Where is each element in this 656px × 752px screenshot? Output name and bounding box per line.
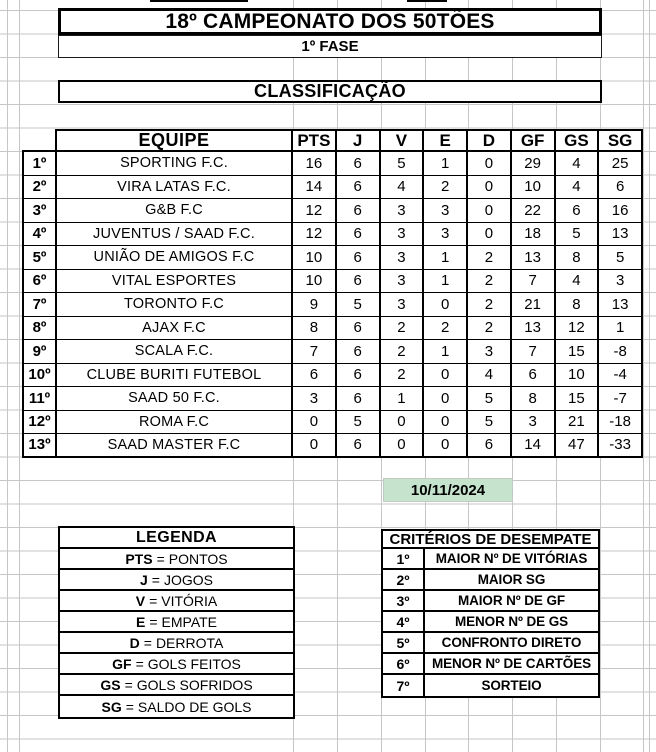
standings-header-gf[interactable]: GF <box>512 129 556 152</box>
classification-section-title: CLASSIFICAÇÃO <box>254 81 406 101</box>
standings-gs-cell[interactable]: 5 <box>556 223 600 247</box>
tiebreakers-title[interactable]: CRITÉRIOS DE DESEMPATE <box>383 531 598 549</box>
standings-position-cell[interactable]: 4º <box>22 223 57 247</box>
standings-gs-cell[interactable]: 15 <box>556 387 600 411</box>
standings-header-equipe[interactable]: EQUIPE <box>57 129 293 152</box>
standings-gs-cell[interactable]: 6 <box>556 199 600 223</box>
standings-j-cell[interactable]: 6 <box>337 434 381 458</box>
tiebreaker-rule: MAIOR SG <box>477 572 546 587</box>
tiebreaker-row[interactable] <box>383 570 598 591</box>
standings-gf-cell[interactable]: 18 <box>512 223 556 247</box>
standings-gf-cell[interactable]: 7 <box>512 270 556 294</box>
standings-v-cell[interactable]: 5 <box>381 152 425 176</box>
standings-team-cell[interactable]: G&B F.C <box>57 199 293 223</box>
legend-equals-sign: = <box>135 655 144 672</box>
standings-d-cell[interactable]: 5 <box>468 387 512 411</box>
standings-team-cell[interactable]: VITAL ESPORTES <box>57 270 293 294</box>
standings-d-cell[interactable]: 2 <box>468 317 512 341</box>
tiebreaker-row[interactable] <box>383 612 598 633</box>
legend-equals-sign: = <box>124 676 133 693</box>
gridline-vertical <box>19 0 20 752</box>
standings-v-cell[interactable]: 3 <box>381 270 425 294</box>
standings-gs-cell[interactable]: 21 <box>556 411 600 435</box>
standings-d-cell[interactable]: 2 <box>468 270 512 294</box>
standings-header-j[interactable]: J <box>337 129 381 152</box>
standings-sg-cell[interactable]: 5 <box>599 246 643 270</box>
standings-j-cell[interactable]: 6 <box>337 340 381 364</box>
phase-subtitle-cell[interactable] <box>58 35 602 58</box>
legend-equals-sign: = <box>125 698 134 715</box>
cutoff-border-fragment <box>150 0 248 2</box>
legend-abbr: J <box>140 571 148 588</box>
gridline-vertical <box>649 0 650 752</box>
legend-equals-sign: = <box>149 592 158 609</box>
standings-v-cell[interactable]: 2 <box>381 364 425 388</box>
standings-header-d[interactable]: D <box>468 129 512 152</box>
standings-position-cell[interactable]: 10º <box>22 364 57 388</box>
standings-e-cell[interactable]: 1 <box>424 246 468 270</box>
standings-pts-cell[interactable]: 9 <box>293 293 337 317</box>
standings-sg-cell[interactable]: -8 <box>599 340 643 364</box>
standings-team-cell[interactable]: VIRA LATAS F.C. <box>57 176 293 200</box>
legend-row[interactable] <box>60 675 293 696</box>
standings-position-cell[interactable]: 8º <box>22 317 57 341</box>
standings-gf-cell[interactable]: 13 <box>512 317 556 341</box>
standings-position-cell[interactable]: 2º <box>22 176 57 200</box>
standings-gs-cell[interactable]: 8 <box>556 293 600 317</box>
tiebreaker-position: 6º <box>383 654 425 673</box>
gridline-vertical <box>643 0 644 752</box>
standings-team-cell[interactable]: JUVENTUS / SAAD F.C. <box>57 223 293 247</box>
legend-meaning: GOLS SOFRIDOS <box>136 676 253 693</box>
standings-j-cell[interactable]: 6 <box>337 317 381 341</box>
standings-gf-cell[interactable]: 21 <box>512 293 556 317</box>
standings-d-cell[interactable]: 0 <box>468 223 512 247</box>
legend-meaning: PONTOS <box>168 550 228 567</box>
standings-e-cell[interactable]: 3 <box>424 223 468 247</box>
tiebreaker-position: 1º <box>383 549 425 568</box>
standings-gf-cell[interactable]: 29 <box>512 152 556 176</box>
standings-position-cell[interactable]: 12º <box>22 411 57 435</box>
legend-equals-sign: = <box>156 550 165 567</box>
legend-row[interactable] <box>60 549 293 570</box>
standings-sg-cell[interactable]: 13 <box>599 293 643 317</box>
standings-pts-cell[interactable]: 12 <box>293 199 337 223</box>
standings-pts-cell[interactable]: 10 <box>293 246 337 270</box>
tiebreaker-rule: MENOR Nº DE CARTÕES <box>431 656 592 671</box>
standings-e-cell[interactable]: 0 <box>424 387 468 411</box>
legend-abbr: E <box>135 613 146 630</box>
legend-abbr: PTS <box>125 550 153 567</box>
standings-d-cell[interactable]: 4 <box>468 364 512 388</box>
standings-d-cell[interactable]: 3 <box>468 340 512 364</box>
standings-pts-cell[interactable]: 7 <box>293 340 337 364</box>
legend-abbr: SG <box>101 698 122 715</box>
standings-position-cell[interactable]: 7º <box>22 293 57 317</box>
standings-team-cell[interactable]: ROMA F.C <box>57 411 293 435</box>
standings-v-cell[interactable]: 2 <box>381 340 425 364</box>
standings-gf-cell[interactable]: 7 <box>512 340 556 364</box>
standings-e-cell[interactable]: 1 <box>424 340 468 364</box>
legend-row[interactable] <box>60 696 293 717</box>
tiebreaker-rule: CONFRONTO DIRETO <box>441 635 582 650</box>
standings-corner-ghost-cell <box>22 129 57 152</box>
tiebreaker-position: 4º <box>383 612 425 631</box>
standings-sg-cell[interactable]: 3 <box>599 270 643 294</box>
standings-v-cell[interactable]: 3 <box>381 246 425 270</box>
standings-e-cell[interactable]: 1 <box>424 152 468 176</box>
legend-equals-sign: = <box>143 634 152 651</box>
standings-pts-cell[interactable]: 6 <box>293 364 337 388</box>
classification-section-cell[interactable] <box>58 80 602 103</box>
gridline-vertical <box>7 0 8 752</box>
standings-team-cell[interactable]: UNIÃO DE AMIGOS F.C <box>57 246 293 270</box>
legend-row[interactable] <box>60 570 293 591</box>
standings-team-cell[interactable]: SPORTING F.C. <box>57 152 293 176</box>
standings-e-cell[interactable]: 0 <box>424 293 468 317</box>
standings-pts-cell[interactable]: 10 <box>293 270 337 294</box>
tiebreaker-rule: MAIOR Nº DE VITÓRIAS <box>435 551 588 566</box>
tiebreaker-rule: MENOR Nº DE GS <box>454 614 569 629</box>
standings-v-cell[interactable]: 0 <box>381 434 425 458</box>
legend-row[interactable] <box>60 654 293 675</box>
standings-pts-cell[interactable]: 0 <box>293 434 337 458</box>
legend-meaning: GOLS FEITOS <box>147 655 241 672</box>
standings-position-cell[interactable]: 6º <box>22 270 57 294</box>
standings-gs-cell[interactable]: 12 <box>556 317 600 341</box>
standings-position-cell[interactable]: 11º <box>22 387 57 411</box>
standings-sg-cell[interactable]: -4 <box>599 364 643 388</box>
standings-team-cell[interactable]: TORONTO F.C <box>57 293 293 317</box>
tiebreaker-row[interactable] <box>383 633 598 654</box>
standings-v-cell[interactable]: 2 <box>381 317 425 341</box>
tiebreaker-rule: MAIOR Nº DE GF <box>457 593 566 608</box>
standings-v-cell[interactable]: 1 <box>381 387 425 411</box>
standings-e-cell[interactable]: 0 <box>424 411 468 435</box>
standings-gf-cell[interactable]: 8 <box>512 387 556 411</box>
tiebreaker-row[interactable] <box>383 591 598 612</box>
standings-d-cell[interactable]: 5 <box>468 411 512 435</box>
standings-gs-cell[interactable]: 4 <box>556 270 600 294</box>
tiebreaker-row[interactable] <box>383 675 598 696</box>
standings-gf-cell[interactable]: 3 <box>512 411 556 435</box>
standings-gs-cell[interactable]: 8 <box>556 246 600 270</box>
standings-sg-cell[interactable]: -33 <box>599 434 643 458</box>
standings-gs-cell[interactable]: 10 <box>556 364 600 388</box>
legend-meaning: JOGOS <box>163 571 213 588</box>
standings-j-cell[interactable]: 5 <box>337 293 381 317</box>
date-cell[interactable] <box>383 478 513 502</box>
tiebreaker-row[interactable] <box>383 549 598 570</box>
standings-sg-cell[interactable]: -7 <box>599 387 643 411</box>
standings-d-cell[interactable]: 0 <box>468 176 512 200</box>
standings-gs-cell[interactable]: 47 <box>556 434 600 458</box>
standings-gf-cell[interactable]: 6 <box>512 364 556 388</box>
standings-header-sg[interactable]: SG <box>599 129 643 152</box>
standings-team-cell[interactable]: SCALA F.C. <box>57 340 293 364</box>
standings-header-v[interactable]: V <box>381 129 425 152</box>
standings-header-e[interactable]: E <box>424 129 468 152</box>
standings-j-cell[interactable]: 6 <box>337 270 381 294</box>
legend-equals-sign: = <box>151 571 160 588</box>
legend-title[interactable]: LEGENDA <box>60 528 293 549</box>
standings-gf-cell[interactable]: 14 <box>512 434 556 458</box>
standings-j-cell[interactable]: 6 <box>337 223 381 247</box>
standings-j-cell[interactable]: 6 <box>337 199 381 223</box>
tiebreaker-row[interactable] <box>383 654 598 675</box>
standings-d-cell[interactable]: 0 <box>468 152 512 176</box>
standings-pts-cell[interactable]: 3 <box>293 387 337 411</box>
legend-meaning: VITÓRIA <box>161 592 218 609</box>
standings-j-cell[interactable]: 5 <box>337 411 381 435</box>
standings-sg-cell[interactable]: 13 <box>599 223 643 247</box>
standings-d-cell[interactable]: 0 <box>468 199 512 223</box>
standings-team-cell[interactable]: SAAD 50 F.C. <box>57 387 293 411</box>
standings-e-cell[interactable]: 2 <box>424 176 468 200</box>
standings-header-gs[interactable]: GS <box>556 129 600 152</box>
standings-position-cell[interactable]: 5º <box>22 246 57 270</box>
standings-j-cell[interactable]: 6 <box>337 387 381 411</box>
standings-v-cell[interactable]: 3 <box>381 199 425 223</box>
legend-meaning: DERROTA <box>155 634 224 651</box>
standings-gs-cell[interactable]: 4 <box>556 152 600 176</box>
standings-e-cell[interactable]: 3 <box>424 199 468 223</box>
tiebreaker-position: 5º <box>383 633 425 652</box>
standings-position-cell[interactable]: 13º <box>22 434 57 458</box>
standings-d-cell[interactable]: 2 <box>468 246 512 270</box>
standings-header-pts[interactable]: PTS <box>293 129 337 152</box>
standings-team-cell[interactable]: SAAD MASTER F.C <box>57 434 293 458</box>
standings-team-cell[interactable]: AJAX F.C <box>57 317 293 341</box>
legend-meaning: EMPATE <box>161 613 218 630</box>
legend-abbr: GF <box>112 655 132 672</box>
tiebreaker-position: 2º <box>383 570 425 589</box>
date-value: 10/11/2024 <box>410 481 486 499</box>
legend-row[interactable] <box>60 633 293 654</box>
standings-table <box>22 129 643 458</box>
standings-gf-cell[interactable]: 22 <box>512 199 556 223</box>
standings-sg-cell[interactable]: 6 <box>599 176 643 200</box>
standings-pts-cell[interactable]: 16 <box>293 152 337 176</box>
standings-v-cell[interactable]: 3 <box>381 223 425 247</box>
standings-j-cell[interactable]: 6 <box>337 364 381 388</box>
standings-sg-cell[interactable]: 1 <box>599 317 643 341</box>
standings-e-cell[interactable]: 0 <box>424 434 468 458</box>
cutoff-border-fragment <box>407 0 447 2</box>
standings-team-cell[interactable]: CLUBE BURITI FUTEBOL <box>57 364 293 388</box>
standings-j-cell[interactable]: 6 <box>337 246 381 270</box>
legend-equals-sign: = <box>149 613 158 630</box>
standings-v-cell[interactable]: 4 <box>381 176 425 200</box>
standings-e-cell[interactable]: 2 <box>424 317 468 341</box>
standings-pts-cell[interactable]: 0 <box>293 411 337 435</box>
tiebreaker-rule: SORTEIO <box>481 678 542 693</box>
championship-title-cell[interactable] <box>58 8 602 35</box>
standings-pts-cell[interactable]: 8 <box>293 317 337 341</box>
standings-pts-cell[interactable]: 12 <box>293 223 337 247</box>
legend-row[interactable] <box>60 591 293 612</box>
standings-e-cell[interactable]: 1 <box>424 270 468 294</box>
standings-position-cell[interactable]: 9º <box>22 340 57 364</box>
standings-j-cell[interactable]: 6 <box>337 152 381 176</box>
standings-e-cell[interactable]: 0 <box>424 364 468 388</box>
tiebreaker-position: 3º <box>383 591 425 610</box>
phase-subtitle: 1º FASE <box>301 38 359 55</box>
standings-gf-cell[interactable]: 10 <box>512 176 556 200</box>
standings-gs-cell[interactable]: 15 <box>556 340 600 364</box>
standings-v-cell[interactable]: 3 <box>381 293 425 317</box>
standings-d-cell[interactable]: 2 <box>468 293 512 317</box>
standings-sg-cell[interactable]: 16 <box>599 199 643 223</box>
standings-v-cell[interactable]: 0 <box>381 411 425 435</box>
tiebreakers-table <box>381 529 600 698</box>
standings-sg-cell[interactable]: -18 <box>599 411 643 435</box>
standings-position-cell[interactable]: 1º <box>22 152 57 176</box>
legend-table <box>58 526 295 719</box>
standings-gs-cell[interactable]: 4 <box>556 176 600 200</box>
legend-abbr: V <box>135 592 146 609</box>
legend-abbr: D <box>129 634 140 651</box>
tiebreaker-position: 7º <box>383 675 425 696</box>
standings-pts-cell[interactable]: 14 <box>293 176 337 200</box>
legend-abbr: GS <box>100 676 121 693</box>
standings-sg-cell[interactable]: 25 <box>599 152 643 176</box>
standings-j-cell[interactable]: 6 <box>337 176 381 200</box>
standings-d-cell[interactable]: 6 <box>468 434 512 458</box>
standings-position-cell[interactable]: 3º <box>22 199 57 223</box>
legend-row[interactable] <box>60 612 293 633</box>
legend-meaning: SALDO DE GOLS <box>137 698 252 715</box>
standings-gf-cell[interactable]: 13 <box>512 246 556 270</box>
championship-title: 18º CAMPEONATO DOS 50TÕES <box>165 9 495 33</box>
